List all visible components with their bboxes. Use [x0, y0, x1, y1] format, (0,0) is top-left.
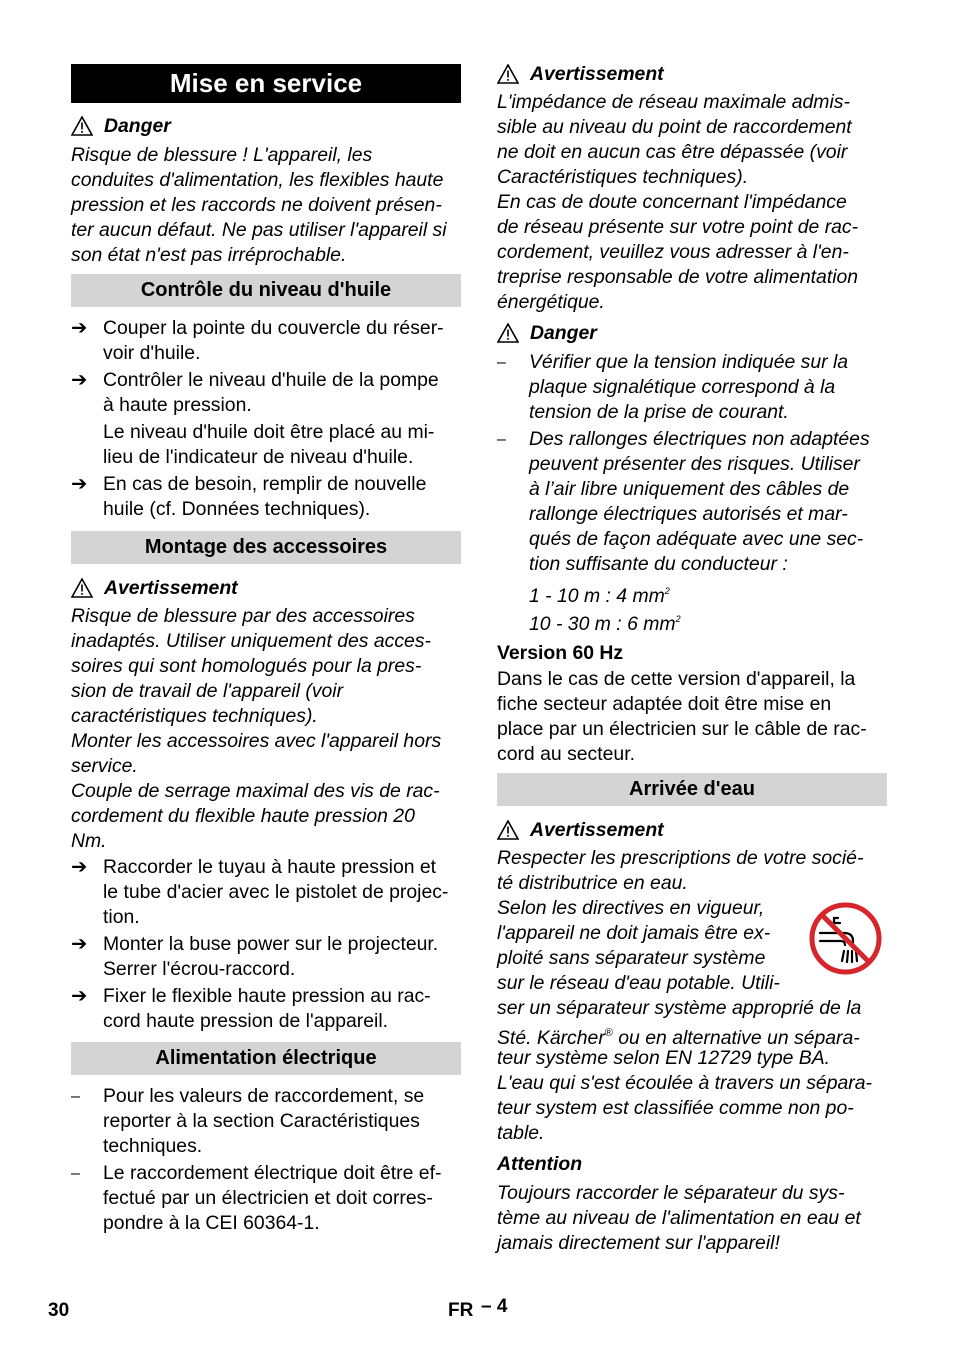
warning-text-line: Nm. [71, 830, 107, 852]
danger-text-line: ter aucun défaut. Ne pas utiliser l'appareil si [71, 219, 447, 241]
registered-mark: ® [604, 1027, 613, 1039]
list-item-text: Des rallonges électriques non adaptées [529, 428, 870, 450]
danger-heading [497, 321, 887, 345]
warning-triangle-icon [497, 64, 519, 84]
attention-heading [497, 1152, 887, 1176]
version-heading: Version 60 Hz [497, 642, 624, 664]
step-text: Monter la buse power sur le projecteur. [103, 933, 439, 955]
list-item-text: tension de la prise de courant. [529, 401, 789, 423]
danger-heading [71, 114, 461, 138]
attention-text-line: Toujours raccorder le séparateur du sys- [497, 1182, 845, 1204]
warning-heading [497, 818, 887, 842]
cable-spec-text: 1 - 10 m : 4 mm [529, 585, 665, 607]
warning-heading [497, 62, 887, 86]
step-text: Couper la pointe du couvercle du réser- [103, 317, 444, 339]
warning-text-line: service. [71, 755, 138, 777]
superscript: 2 [664, 586, 670, 596]
danger-text-line: conduites d'alimentation, les flexibles haute [71, 169, 444, 191]
warning-triangle-icon [71, 578, 93, 598]
brand-name: Sté. Kärcher [497, 1027, 605, 1049]
list-item-text: pondre à la CEI 60364-1. [103, 1212, 320, 1234]
warning-text-line: Caractéristiques techniques). [497, 166, 749, 188]
version-text-line: fiche secteur adaptée doit être mise en [497, 693, 832, 715]
warning-text-line: cordement du flexible haute pression 20 [71, 805, 415, 827]
list-item-text: à l’air libre uniquement des câbles de [529, 478, 850, 500]
warning-text-line: L'eau qui s'est écoulée à travers un sépara- [497, 1072, 872, 1094]
attention-label: Attention [497, 1153, 583, 1175]
arrow-right-icon: ➔ [71, 317, 88, 339]
list-item-text: tion suffisante du conducteur : [529, 553, 788, 575]
step-text: Contrôler le niveau d'huile de la pompe [103, 369, 439, 391]
step-note: Le niveau d'huile doit être placé au mi- [103, 421, 435, 443]
danger-text-line: Risque de blessure ! L'appareil, les [71, 144, 373, 166]
warning-triangle-icon [497, 323, 519, 343]
section-title: Mise en service [71, 64, 461, 103]
step-text: à haute pression. [103, 394, 252, 416]
warning-text-line: L'impédance de réseau maximale admis- [497, 91, 850, 113]
list-item-text: qués de façon adéquate avec une sec- [529, 528, 864, 550]
list-item-text: techniques. [103, 1135, 203, 1157]
warning-text-line: sion de travail de l'appareil (voir [71, 680, 344, 702]
step-text: Fixer le flexible haute pression au rac- [103, 985, 431, 1007]
step-text: cord haute pression de l'appareil. [103, 1010, 389, 1032]
danger-text-line: pression et les raccords ne doivent présen- [71, 194, 442, 216]
warning-label: Avertissement [104, 577, 238, 599]
list-item-text: rallonge électriques autorisés et mar- [529, 503, 848, 525]
warning-text-line: sur le réseau d'eau potable. Utili- [497, 972, 780, 994]
step-text: En cas de besoin, remplir de nouvelle [103, 473, 427, 495]
step-note: lieu de l'indicateur de niveau d'huile. [103, 446, 414, 468]
warning-text-line: soires qui sont homologués pour la pres- [71, 655, 422, 677]
step-text: Serrer l'écrou-raccord. [103, 958, 296, 980]
cable-spec [529, 607, 681, 637]
danger-label: Danger [530, 322, 597, 344]
list-item-text: plaque signalétique correspond à la [529, 376, 836, 398]
warning-text-line: Selon les directives en vigueur, [497, 897, 765, 919]
list-item-text: reporter à la section Caractéristiques [103, 1110, 420, 1132]
arrow-right-icon: ➔ [71, 985, 88, 1007]
dash-bullet-icon: – [497, 431, 506, 448]
cable-spec-text: 10 - 30 m : 6 mm [529, 613, 676, 635]
dash-bullet-icon: – [71, 1165, 80, 1182]
warning-text-line: teur système selon EN 12729 type BA. [497, 1047, 831, 1069]
warning-text-line: table. [497, 1122, 545, 1144]
language-code: FR [448, 1300, 474, 1321]
warning-label: Avertissement [530, 63, 664, 85]
warning-text-line: de réseau présente sur votre point de rac- [497, 216, 859, 238]
arrow-right-icon: ➔ [71, 473, 88, 495]
warning-text-line: Monter les accessoires avec l'appareil hors [71, 730, 442, 752]
step-text: tion. [103, 906, 140, 928]
version-text-line: place par un électricien sur le câble de rac- [497, 718, 867, 740]
attention-text-line: jamais directement sur l'appareil! [497, 1232, 780, 1254]
warning-text-line: treprise responsable de votre alimentation [497, 266, 859, 288]
warning-triangle-icon [71, 116, 93, 136]
warning-text-line: Respecter les prescriptions de votre socié- [497, 847, 864, 869]
subsection-heading-oil: Contrôle du niveau d'huile [71, 274, 461, 307]
warning-text-line: Couple de serrage maximal des vis de rac- [71, 780, 440, 802]
warning-text-line: inadaptés. Utiliser uniquement des acces- [71, 630, 431, 652]
list-item-text: Pour les valeurs de raccordement, se [103, 1085, 425, 1107]
text-continuation: ou en alternative un sépara- [612, 1027, 860, 1049]
dash-bullet-icon: – [497, 354, 506, 371]
no-drinking-water-sign-icon [808, 901, 883, 976]
warning-text-line: ploité sans séparateur système [497, 947, 766, 969]
dash-bullet-icon: – [71, 1088, 80, 1105]
subsection-heading-power: Alimentation électrique [71, 1042, 461, 1075]
warning-text-line: En cas de doute concernant l'impédance [497, 191, 847, 213]
step-text: huile (cf. Données techniques). [103, 498, 371, 520]
warning-text-line: ne doit en aucun cas être dépassée (voir [497, 141, 848, 163]
step-text: le tube d'acier avec le pistolet de projec- [103, 881, 449, 903]
warning-text-line: caractéristiques techniques). [71, 705, 318, 727]
arrow-right-icon: ➔ [71, 933, 88, 955]
list-item-text: Le raccordement électrique doit être ef- [103, 1162, 442, 1184]
list-item-text: fectué par un électricien et doit corres- [103, 1187, 433, 1209]
arrow-right-icon: ➔ [71, 369, 88, 391]
warning-text-line: énergétique. [497, 291, 605, 313]
warning-text-line: sible au niveau du point de raccordement [497, 116, 852, 138]
warning-text-line: l'appareil ne doit jamais être ex- [497, 922, 771, 944]
warning-text-line: ser un séparateur système approprié de la [497, 997, 862, 1019]
warning-text-line: Risque de blessure par des accessoires [71, 605, 415, 627]
step-text: voir d'huile. [103, 342, 201, 364]
warning-label: Avertissement [530, 819, 664, 841]
list-item-text: Vérifier que la tension indiquée sur la [529, 351, 849, 373]
warning-text-line: cordement, veuillez vous adresser à l'en- [497, 241, 849, 263]
cable-spec [529, 579, 670, 609]
danger-text-line: son état n'est pas irréprochable. [71, 244, 347, 266]
section-page: – 4 [481, 1296, 508, 1317]
danger-label: Danger [104, 115, 171, 137]
version-text-line: cord au secteur. [497, 743, 635, 765]
subsection-heading-water: Arrivée d'eau [497, 773, 887, 806]
page-number: 30 [48, 1300, 70, 1321]
superscript: 2 [675, 614, 681, 624]
subsection-heading-accessories: Montage des accessoires [71, 531, 461, 564]
warning-text-line: té distributrice en eau. [497, 872, 688, 894]
arrow-right-icon: ➔ [71, 856, 88, 878]
step-text: Raccorder le tuyau à haute pression et [103, 856, 437, 878]
warning-heading [71, 576, 461, 600]
list-item-text: peuvent présenter des risques. Utiliser [529, 453, 860, 475]
version-text-line: Dans le cas de cette version d'appareil, la [497, 668, 856, 690]
attention-text-line: tème au niveau de l'alimentation en eau et [497, 1207, 861, 1229]
warning-triangle-icon [497, 820, 519, 840]
warning-text-line: teur system est classifiée comme non po- [497, 1097, 854, 1119]
